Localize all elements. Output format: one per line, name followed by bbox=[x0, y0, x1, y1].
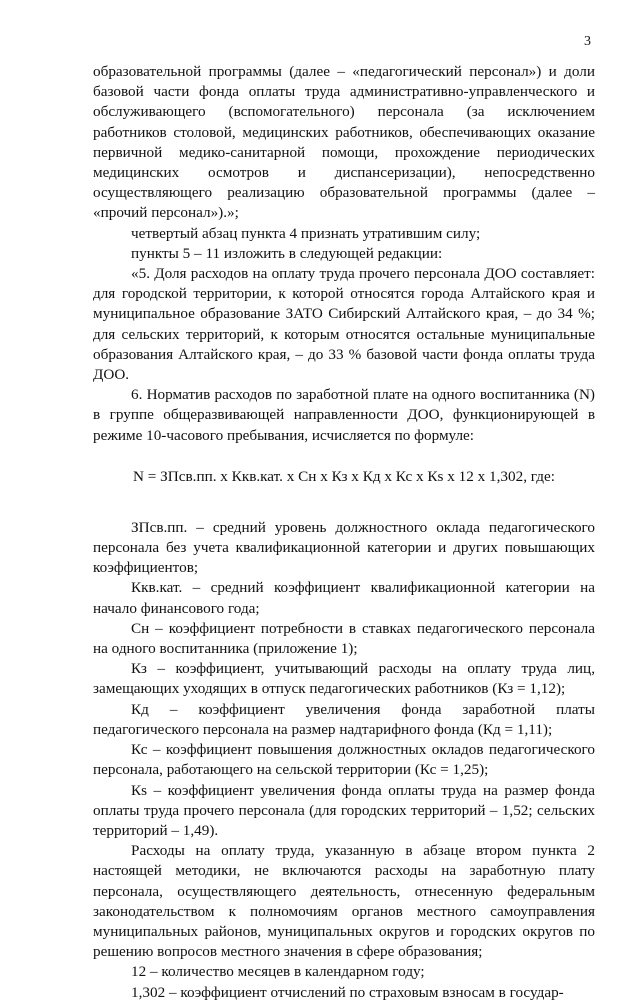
definition-kkv: Ккв.кат. – средний коэффициент квалификационной категории на начало финансового года; bbox=[93, 579, 595, 617]
document-body bbox=[93, 62, 595, 1003]
definition-zp: ЗПсв.пп. – средний уровень должностного оклада педагогического персонала без учета квалификационной категории и других повышающих коэффициентов; bbox=[93, 518, 595, 577]
definition-kd: Кд – коэффициент увеличения фонда заработной платы педагогического персонала на размер надтарифного фонда (Кд = 1,11); bbox=[93, 700, 595, 738]
definition-kz: Кз – коэффициент, учитывающий расходы на оплату труда лиц, замещающих уходящих в отпуск педагогических работников (Кз = 1,12); bbox=[93, 660, 595, 698]
formula: N = ЗПсв.пп. x Ккв.кат. x Сн x Кз x Кд x Кс x Кs x 12 x 1,302, где: bbox=[133, 467, 555, 485]
definition-kc: Кс – коэффициент повышения должностных окладов педагогического персонала, работающего на сельской территории (Кс = 1,25); bbox=[93, 741, 595, 779]
paragraph-expenses: Расходы на оплату труда, указанную в абзаце втором пункта 2 настоящей методики, не включаются расходы на заработную плату персонала, осуществляющего деятельность, отнесенную федеральным законодательством к полномочиям органов местного самоуправления муниципальных районов, муниципальных округов и городских округов по решению вопросов местного значения в сфере образования; bbox=[93, 842, 595, 961]
paragraph-amendment-abzac: четвертый абзац пункта 4 признать утратившим силу; bbox=[131, 224, 481, 242]
definition-months: 12 – количество месяцев в календарном году; bbox=[131, 963, 425, 981]
definition-coefficient-1302: 1,302 – коэффициент отчислений по страховым взносам в государ- bbox=[131, 983, 564, 1001]
paragraph-amendment-points: пункты 5 – 11 изложить в следующей редакции: bbox=[131, 244, 443, 262]
definition-sn: Сн – коэффициент потребности в ставках педагогического персонала на одного воспитанника (приложение 1); bbox=[93, 619, 595, 658]
paragraph-point-6: 6. Норматив расходов по заработной плате на одного воспитанника (N) в группе общеразвивающей направленности ДОО, функционирующей в режиме 10-часового пребывания, исчисляется по формуле: bbox=[93, 386, 595, 444]
page-number: 3 bbox=[584, 34, 591, 49]
paragraph-continuation: образовательной программы (далее – «педагогический персонал») и доли базовой части фонда оплаты труда административно-управленческого и обслуживающего (вспомогательного) персонала (за исключением работников столовой, медицинских работников, обеспечивающих оказание первичной медико-санитарной помощи, прохождение периодических медицинских осмотров и диспансеризации), непосредственно осуществляющего реализацию образовательной программы (далее – «прочий персонал»).»; bbox=[93, 63, 595, 222]
paragraph-point-5: «5. Доля расходов на оплату труда прочего персонала ДОО составляет: для городской территории, к которой относятся города Алтайского края и муниципальное образование ЗАТО Сибирский Алтайского края, – до 34 %; для сельских территорий, к которым относятся остальные муниципальные образования Алтайского края, – до 33 % базовой части фонда оплаты труда ДОО. bbox=[93, 265, 595, 384]
definition-ks: Кs – коэффициент увеличения фонда оплаты труда на размер фонда оплаты труда прочего персонала (для городских территорий – 1,52; сельских территорий – 1,49). bbox=[93, 781, 595, 839]
